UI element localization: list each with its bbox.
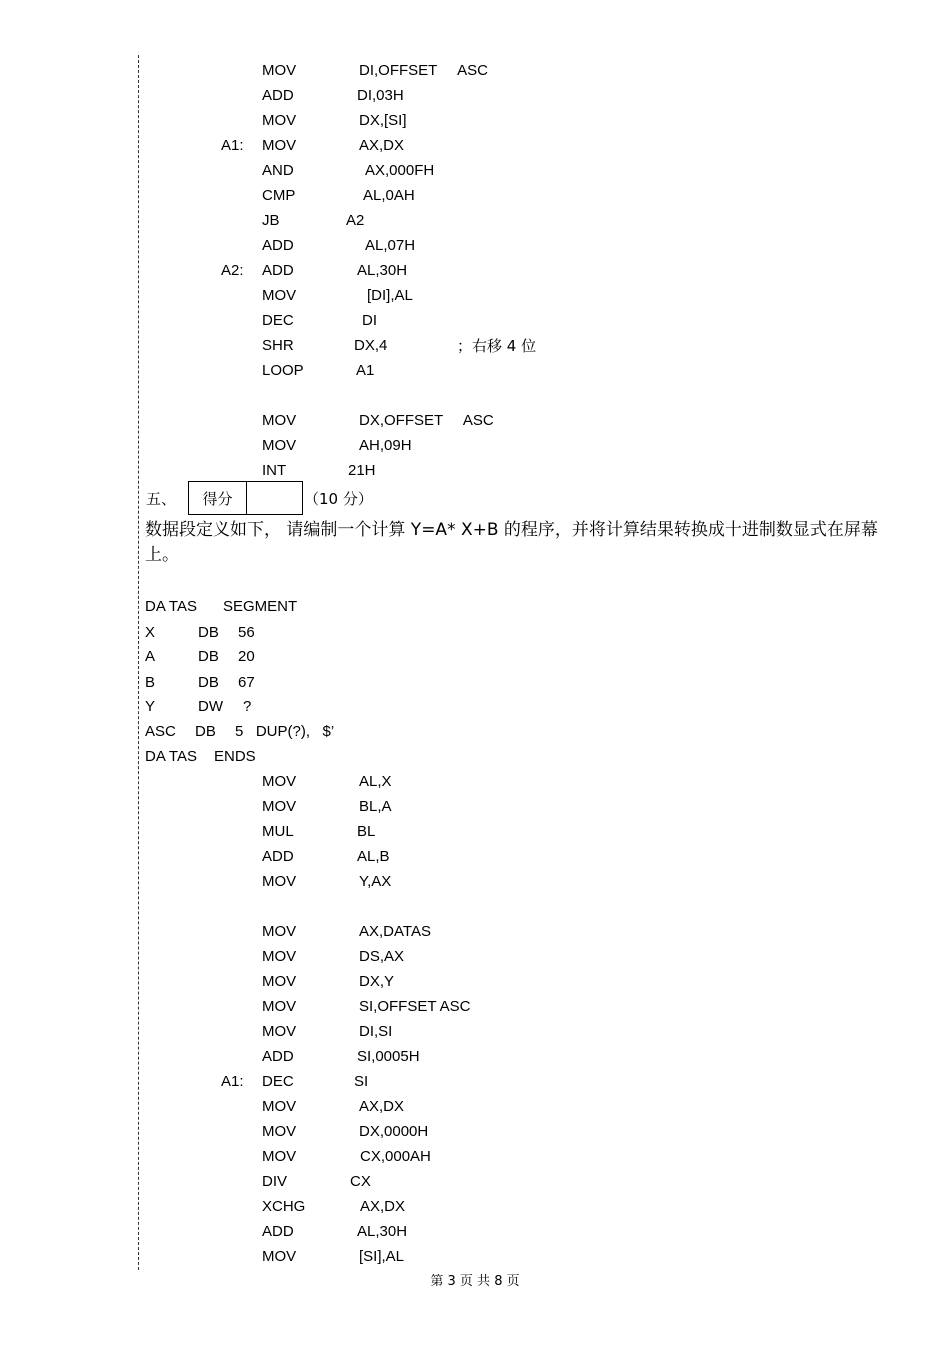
data-segment-c1: X bbox=[145, 624, 156, 641]
code2-line-args: [SI],AL bbox=[359, 1248, 405, 1265]
code1-line-op: MOV bbox=[262, 412, 297, 429]
code1-line-op: ADD bbox=[262, 87, 294, 104]
code1-line-args: [DI],AL bbox=[367, 287, 413, 304]
code2-line-args: DS,AX bbox=[359, 948, 405, 965]
code2-line-op: DIV bbox=[262, 1173, 288, 1190]
code1-line-op: DEC bbox=[262, 312, 294, 329]
data-segment-c2: DW bbox=[198, 698, 223, 715]
code2-line-op: DEC bbox=[262, 1073, 294, 1090]
data-segment-c1: A bbox=[145, 648, 156, 665]
code1-line-args: AL,30H bbox=[357, 262, 408, 279]
data-segment-c1: DA TAS bbox=[145, 748, 197, 765]
code2-line-op: ADD bbox=[262, 1223, 294, 1240]
code1-line-args: DI,OFFSET ASC bbox=[359, 62, 488, 79]
data-segment-c1: ASC bbox=[145, 723, 176, 740]
code1-line-args: AH,09H bbox=[359, 437, 412, 454]
question-text: 数据段定义如下， 请编制一个计算 Y=A* X+B 的程序，并将计算结果转换成十进制数显式在屏幕上。 bbox=[145, 520, 878, 565]
data-segment-c2: SEGMENT bbox=[223, 598, 298, 615]
code1-line-op: ADD bbox=[262, 262, 294, 279]
code1-line-args: DI,03H bbox=[357, 87, 404, 104]
data-segment-c2: DB bbox=[195, 723, 216, 740]
code2-line-args: AL,30H bbox=[357, 1223, 408, 1240]
code2-line-op: MOV bbox=[262, 1248, 297, 1265]
code2-line-op: MOV bbox=[262, 1123, 297, 1140]
code2-line-op: MOV bbox=[262, 948, 297, 965]
code2-line-label: A1: bbox=[221, 1073, 244, 1090]
code2-line-op: MOV bbox=[262, 1148, 297, 1165]
shr-comment: ；右移 4 位 bbox=[457, 337, 537, 355]
code2-line-args: SI,OFFSET ASC bbox=[359, 998, 471, 1015]
code2-line-op: ADD bbox=[262, 1048, 294, 1065]
code1-line-op: MOV bbox=[262, 287, 297, 304]
code1-line-args: A1 bbox=[356, 362, 375, 379]
code1-line-op: LOOP bbox=[262, 362, 304, 379]
data-segment-c1: B bbox=[145, 674, 156, 691]
data-segment-c2: ENDS bbox=[214, 748, 256, 765]
code1-line-label: A2: bbox=[221, 262, 244, 279]
code2-line-op: XCHG bbox=[262, 1198, 306, 1215]
code2-line-op: MOV bbox=[262, 798, 297, 815]
code2-line-args: AX,DX bbox=[360, 1198, 406, 1215]
data-segment-c3: 5 DUP(?), $’ bbox=[235, 723, 335, 740]
code1-line-args: A2 bbox=[346, 212, 365, 229]
section-number: 五、 bbox=[146, 490, 177, 508]
code2-line-args: DI,SI bbox=[359, 1023, 393, 1040]
code2-line-op: MOV bbox=[262, 1023, 297, 1040]
code1-line-op: MOV bbox=[262, 62, 297, 79]
data-segment-c3: 56 bbox=[238, 624, 255, 641]
code2-line-op: MUL bbox=[262, 823, 294, 840]
code1-line-op: JB bbox=[262, 212, 280, 229]
code2-line-args: AX,DATAS bbox=[359, 923, 431, 940]
code1-line-args: DX,OFFSET ASC bbox=[359, 412, 494, 429]
code2-line-op: ADD bbox=[262, 848, 294, 865]
code1-line-args: AL,0AH bbox=[363, 187, 415, 204]
data-segment-c2: DB bbox=[198, 674, 219, 691]
data-segment-c3: ? bbox=[243, 698, 252, 715]
data-segment-c2: DB bbox=[198, 624, 219, 641]
score-box bbox=[188, 481, 303, 515]
code2-line-op: MOV bbox=[262, 1098, 297, 1115]
code2-line-args: AL,B bbox=[357, 848, 390, 865]
code1-line-args: DX,4 bbox=[354, 337, 388, 354]
page-footer: 第 3 页 共 8 页 bbox=[430, 1274, 520, 1289]
code2-line-args: AL,X bbox=[359, 773, 392, 790]
code2-line-args: SI bbox=[354, 1073, 369, 1090]
code1-line-args: DX,[SI] bbox=[359, 112, 407, 129]
code1-line-op: MOV bbox=[262, 137, 297, 154]
code2-line-op: MOV bbox=[262, 773, 297, 790]
code1-line-args: AL,07H bbox=[365, 237, 416, 254]
code1-line-args: 21H bbox=[348, 462, 376, 479]
data-segment-c1: Y bbox=[145, 698, 156, 715]
data-segment-c1: DA TAS bbox=[145, 598, 197, 615]
code1-line-args: DI bbox=[362, 312, 377, 329]
score-blank-cell bbox=[247, 482, 302, 514]
code2-line-op: MOV bbox=[262, 973, 297, 990]
code1-line-op: CMP bbox=[262, 187, 296, 204]
code2-line-args: BL,A bbox=[359, 798, 392, 815]
code1-line-op: SHR bbox=[262, 337, 294, 354]
data-segment-c3: 67 bbox=[238, 674, 255, 691]
code1-line-op: INT bbox=[262, 462, 287, 479]
code2-line-args: BL bbox=[357, 823, 376, 840]
code1-line-op: ADD bbox=[262, 237, 294, 254]
code1-line-op: AND bbox=[262, 162, 294, 179]
code2-line-args: AX,DX bbox=[359, 1098, 405, 1115]
code2-line-args: CX,000AH bbox=[360, 1148, 431, 1165]
code2-line-args: Y,AX bbox=[359, 873, 392, 890]
code2-line-args: DX,0000H bbox=[359, 1123, 429, 1140]
binding-margin-line bbox=[138, 55, 139, 1270]
score-label: 得分 bbox=[189, 482, 247, 514]
data-segment-c3: 20 bbox=[238, 648, 255, 665]
data-segment-c2: DB bbox=[198, 648, 219, 665]
code2-line-op: MOV bbox=[262, 923, 297, 940]
code1-line-op: MOV bbox=[262, 112, 297, 129]
code1-line-args: AX,000FH bbox=[365, 162, 435, 179]
code2-line-op: MOV bbox=[262, 873, 297, 890]
code2-line-args: DX,Y bbox=[359, 973, 395, 990]
code2-line-args: CX bbox=[350, 1173, 371, 1190]
code2-line-op: MOV bbox=[262, 998, 297, 1015]
section-points: （10 分） bbox=[304, 490, 373, 508]
code1-line-label: A1: bbox=[221, 137, 244, 154]
code2-line-args: SI,0005H bbox=[357, 1048, 420, 1065]
code1-line-op: MOV bbox=[262, 437, 297, 454]
code1-line-args: AX,DX bbox=[359, 137, 405, 154]
